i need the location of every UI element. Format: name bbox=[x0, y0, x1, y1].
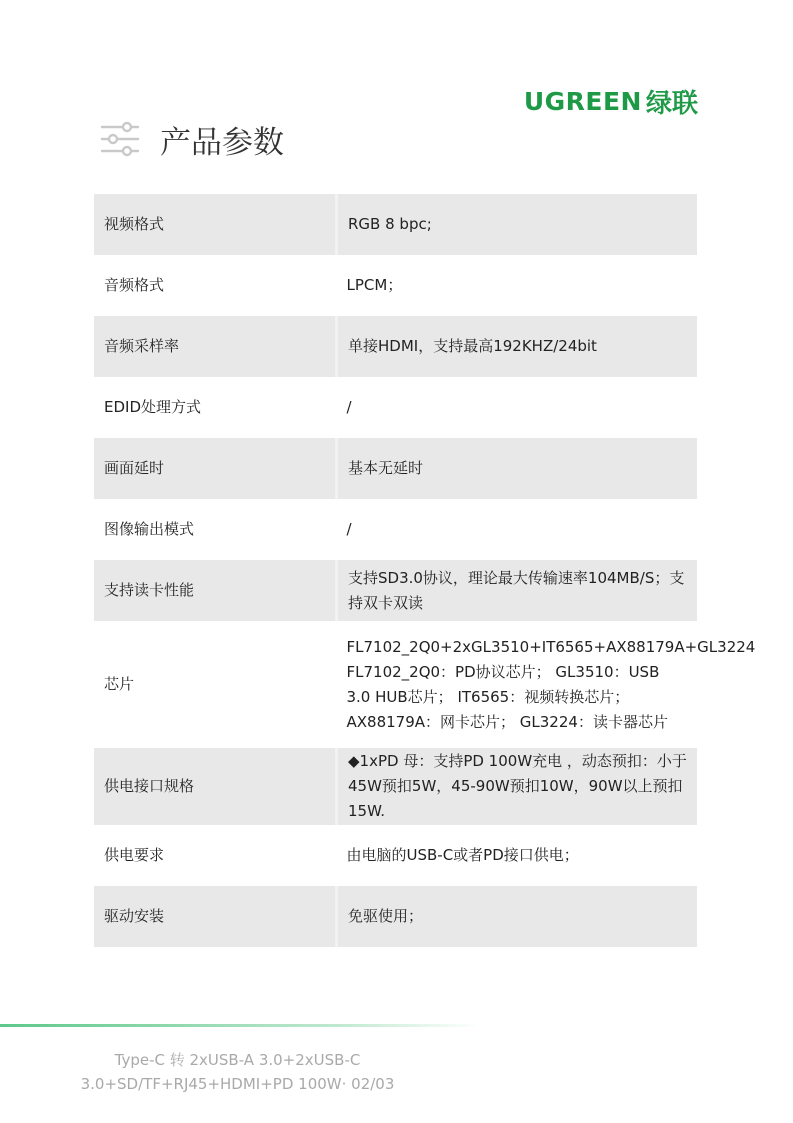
table-row bbox=[94, 499, 697, 560]
table-row bbox=[94, 255, 697, 316]
spec-key: 音频采样率 bbox=[94, 316, 337, 377]
spec-value: 由电脑的USB-C或者PD接口供电； bbox=[337, 825, 698, 886]
table-row bbox=[94, 316, 697, 377]
spec-key: 芯片 bbox=[94, 621, 337, 748]
spec-value: 支持SD3.0协议，理论最大传输速率104MB/S；支持双卡双读 bbox=[337, 560, 698, 621]
brand-chinese: 绿联 bbox=[645, 88, 698, 119]
spec-value: RGB 8 bpc; bbox=[337, 194, 698, 255]
spec-value: 基本无延时 bbox=[337, 438, 698, 499]
spec-value: / bbox=[337, 377, 698, 438]
spec-value: 免驱使用； bbox=[337, 886, 698, 947]
table-row bbox=[94, 438, 697, 499]
table-row bbox=[94, 377, 697, 438]
sliders-icon bbox=[100, 119, 140, 159]
spec-table bbox=[94, 194, 756, 947]
footer-divider bbox=[0, 1024, 480, 1027]
section-header bbox=[100, 118, 284, 160]
brand-logo bbox=[524, 84, 698, 118]
table-row bbox=[94, 748, 697, 825]
footer-line-1: Type-C 转 2xUSB-A 3.0+2xUSB-C bbox=[114, 1051, 361, 1069]
spec-key: 支持读卡性能 bbox=[94, 560, 337, 621]
spec-value: 单接HDMI，支持最高192KHZ/24bit bbox=[337, 316, 698, 377]
table-row bbox=[94, 825, 697, 886]
table-row bbox=[94, 621, 697, 748]
spec-key: 画面延时 bbox=[94, 438, 337, 499]
spec-value: LPCM； bbox=[337, 255, 698, 316]
spec-value: FL7102_2Q0+2xGL3510+IT6565+AX88179A+GL3224 FL7102_2Q0：PD协议芯片； GL3510：USB 3.0 HUB芯片； IT6565：视频转换芯片； AX88179A：网卡芯片； GL3224：读卡器芯片 bbox=[337, 621, 698, 748]
footer-line-2: 3.0+SD/TF+RJ45+HDMI+PD 100W· 02/03 bbox=[80, 1075, 395, 1093]
spec-key: 音频格式 bbox=[94, 255, 337, 316]
spec-key: 视频格式 bbox=[94, 194, 337, 255]
spec-key: EDID处理方式 bbox=[94, 377, 337, 438]
table-row bbox=[94, 194, 697, 255]
table-row bbox=[94, 560, 697, 621]
table-row bbox=[94, 886, 697, 947]
spec-value: ◆1xPD 母：支持PD 100W充电 ，动态预扣：小于45W预扣5W，45-90W预扣10W，90W以上预扣15W. bbox=[337, 748, 698, 825]
spec-key: 供电接口规格 bbox=[94, 748, 337, 825]
spec-value: / bbox=[337, 499, 698, 560]
page-title: 产品参数 bbox=[160, 124, 284, 161]
spec-key: 图像输出模式 bbox=[94, 499, 337, 560]
brand-latin: UGREEN bbox=[523, 86, 642, 116]
spec-key: 供电要求 bbox=[94, 825, 337, 886]
footer bbox=[0, 1048, 475, 1096]
spec-key: 驱动安装 bbox=[94, 886, 337, 947]
